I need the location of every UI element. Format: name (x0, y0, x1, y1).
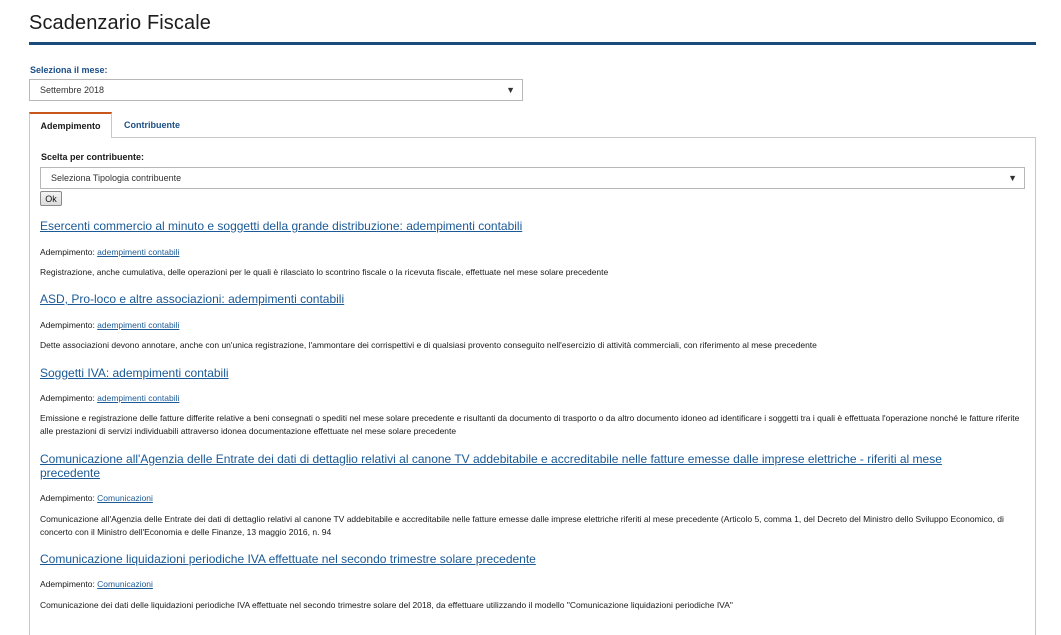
page-title: Scadenzario Fiscale (29, 12, 211, 34)
entry-meta (40, 320, 179, 330)
contributor-type-select[interactable] (40, 167, 1025, 189)
entry-meta-prefix: Adempimento: (40, 320, 98, 330)
tab-contribuente[interactable]: Contribuente (124, 120, 180, 130)
contributor-filter-label: Scelta per contribuente: (41, 152, 145, 162)
entry-meta (40, 493, 153, 503)
entry-category-link[interactable]: adempimenti contabili (97, 320, 180, 330)
entry-title-link[interactable]: Comunicazione all'Agenzia delle Entrate dei dati di dettaglio relativi al canone TV addebitabile e accreditabile nelle fatture emesse dalle imprese elettriche - riferiti al mese precedente (40, 452, 942, 480)
entry-description: Emissione e registrazione delle fatture differite relative a beni consegnati o spediti nel mese solare precedente e risultanti da documento di trasporto o da altro documento idoneo ad identificare i soggetti tra i quali è effettuata l'operazione nonché le fatture riferite alle prestazioni di servizi individuabili attraverso idonea documentazione effettuate nel mese solare precedente (40, 413, 1020, 436)
tab-adempimento[interactable]: Adempimento (29, 112, 112, 138)
entry-category-link[interactable]: adempimenti contabili (97, 393, 180, 403)
month-select-label: Seleziona il mese: (30, 65, 108, 75)
entry-category-link[interactable]: Comunicazioni (97, 493, 153, 503)
dropdown-arrow-icon: ▼ (1008, 173, 1017, 183)
title-divider (29, 42, 1036, 45)
entry-title-link[interactable]: Esercenti commercio al minuto e soggetti della grande distribuzione: adempimenti contabili (40, 219, 523, 233)
entry-meta (40, 393, 179, 403)
page-container (29, 0, 1036, 610)
entry-category-link[interactable]: adempimenti contabili (97, 247, 180, 257)
entry-title-link[interactable]: ASD, Pro-loco e altre associazioni: adempimenti contabili (40, 292, 345, 306)
entry-meta-prefix: Adempimento: (40, 579, 98, 589)
entry-meta-prefix: Adempimento: (40, 493, 98, 503)
entry-meta-prefix: Adempimento: (40, 247, 98, 257)
entry-title-link[interactable]: Comunicazione liquidazioni periodiche IVA effettuate nel secondo trimestre solare precedente (40, 552, 536, 566)
month-select[interactable] (29, 79, 523, 101)
entry-description: Comunicazione all'Agenzia delle Entrate dei dati di dettaglio relativi al canone TV addebitabile e accreditabile nelle fatture emesse dalle imprese elettriche riferiti al mese precedente (Articolo 5, comma 1, del Decreto del Ministro dello Sviluppo Economico, di concerto con il Ministro dell'Economia e delle Finanze, 13 maggio 2016, n. 94 (40, 514, 1004, 537)
entry-meta-prefix: Adempimento: (40, 393, 98, 403)
entry-description: Comunicazione dei dati delle liquidazioni periodiche IVA effettuate nel secondo trimestre solare del 2018, da effettuare utilizzando il modello "Comunicazione liquidazioni periodiche IVA" (40, 600, 733, 610)
ok-button[interactable]: Ok (40, 191, 62, 206)
contributor-type-select-value: Seleziona Tipologia contribuente (51, 173, 182, 183)
entry-category-link[interactable]: Comunicazioni (97, 579, 153, 589)
entry-description: Dette associazioni devono annotare, anche con un'unica registrazione, l'ammontare dei corrispettivi e di qualsiasi provento conseguito nell'esercizio di attività commerciali, con riferimento al mese precedente (40, 340, 817, 350)
entry-meta (40, 247, 179, 257)
month-select-value: Settembre 2018 (40, 85, 105, 95)
tab-panel (29, 137, 1036, 635)
entry-description: Registrazione, anche cumulativa, delle operazioni per le quali è rilasciato lo scontrino fiscale o la ricevuta fiscale, effettuate nel mese solare precedente (40, 267, 609, 277)
tab-bar (29, 112, 1036, 138)
entry-meta (40, 579, 153, 589)
entry-title-link[interactable]: Soggetti IVA: adempimenti contabili (40, 366, 229, 380)
dropdown-arrow-icon: ▼ (506, 85, 515, 95)
